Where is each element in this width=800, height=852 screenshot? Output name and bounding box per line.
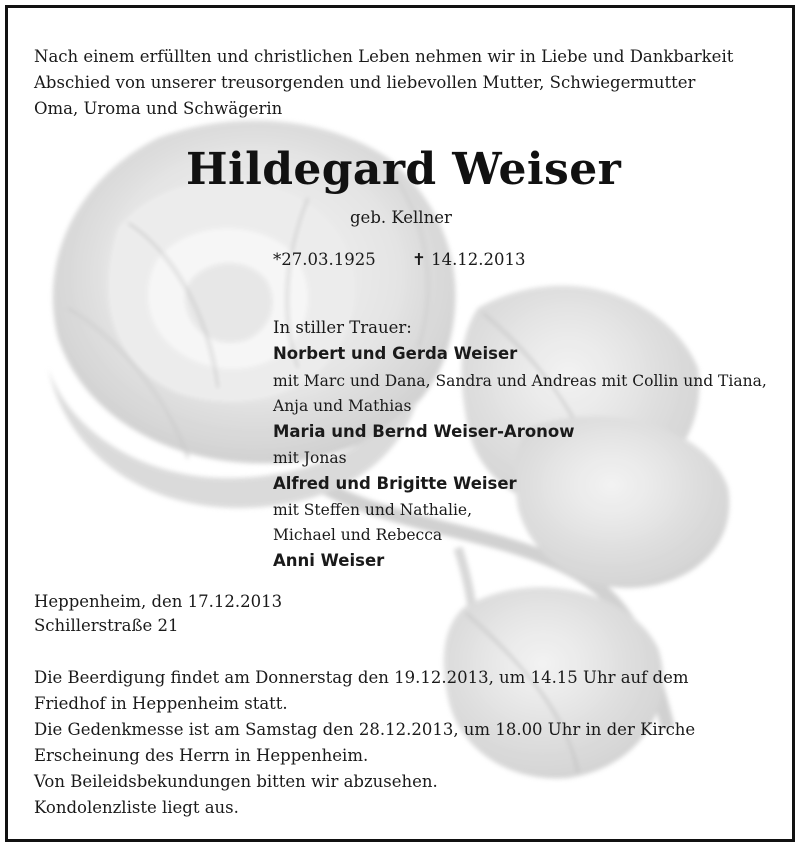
intro-line-2: Abschied von unserer treusorgenden und liebevollen Mutter, Schwiegermutter bbox=[34, 73, 696, 92]
birth-date: *27.03.1925 bbox=[273, 250, 376, 269]
family-details: Anja und Mathias bbox=[273, 397, 412, 415]
closing-line-4: Erscheinung des Herrn in Heppenheim. bbox=[34, 746, 369, 765]
family-details: mit Steffen und Nathalie, bbox=[273, 501, 473, 519]
family-names: Norbert und Gerda Weiser bbox=[273, 344, 518, 363]
closing-line-3: Die Gedenkmesse ist am Samstag den 28.12.2013, um 18.00 Uhr in der Kirche bbox=[34, 720, 696, 739]
family-names: Maria und Bernd Weiser-Aronow bbox=[273, 422, 575, 441]
family-names: Anni Weiser bbox=[273, 551, 385, 570]
closing-line-6: Kondolenzliste liegt aus. bbox=[34, 798, 239, 817]
family-details: Michael und Rebecca bbox=[273, 526, 443, 544]
obituary-notice bbox=[5, 5, 795, 842]
death-date: ✝ 14.12.2013 bbox=[412, 250, 526, 269]
intro-line-3: Oma, Uroma und Schwägerin bbox=[34, 99, 283, 118]
mourners-heading: In stiller Trauer: bbox=[273, 318, 412, 337]
closing-line-2: Friedhof in Heppenheim statt. bbox=[34, 694, 288, 713]
intro-line-1: Nach einem erfüllten und christlichen Leben nehmen wir in Liebe und Dankbarkeit bbox=[34, 47, 734, 66]
closing-line-5: Von Beileidsbekundungen bitten wir abzusehen. bbox=[34, 772, 438, 791]
family-names: Alfred und Brigitte Weiser bbox=[273, 474, 517, 493]
place-date: Heppenheim, den 17.12.2013 bbox=[34, 592, 283, 611]
address: Schillerstraße 21 bbox=[34, 616, 179, 635]
family-details: mit Marc und Dana, Sandra und Andreas mit Collin und Tiana, bbox=[273, 372, 767, 390]
birth-name: geb. Kellner bbox=[350, 208, 452, 227]
deceased-name: Hildegard Weiser bbox=[186, 144, 622, 195]
family-details: mit Jonas bbox=[273, 449, 347, 467]
closing-line-1: Die Beerdigung findet am Donnerstag den 19.12.2013, um 14.15 Uhr auf dem bbox=[34, 668, 689, 687]
